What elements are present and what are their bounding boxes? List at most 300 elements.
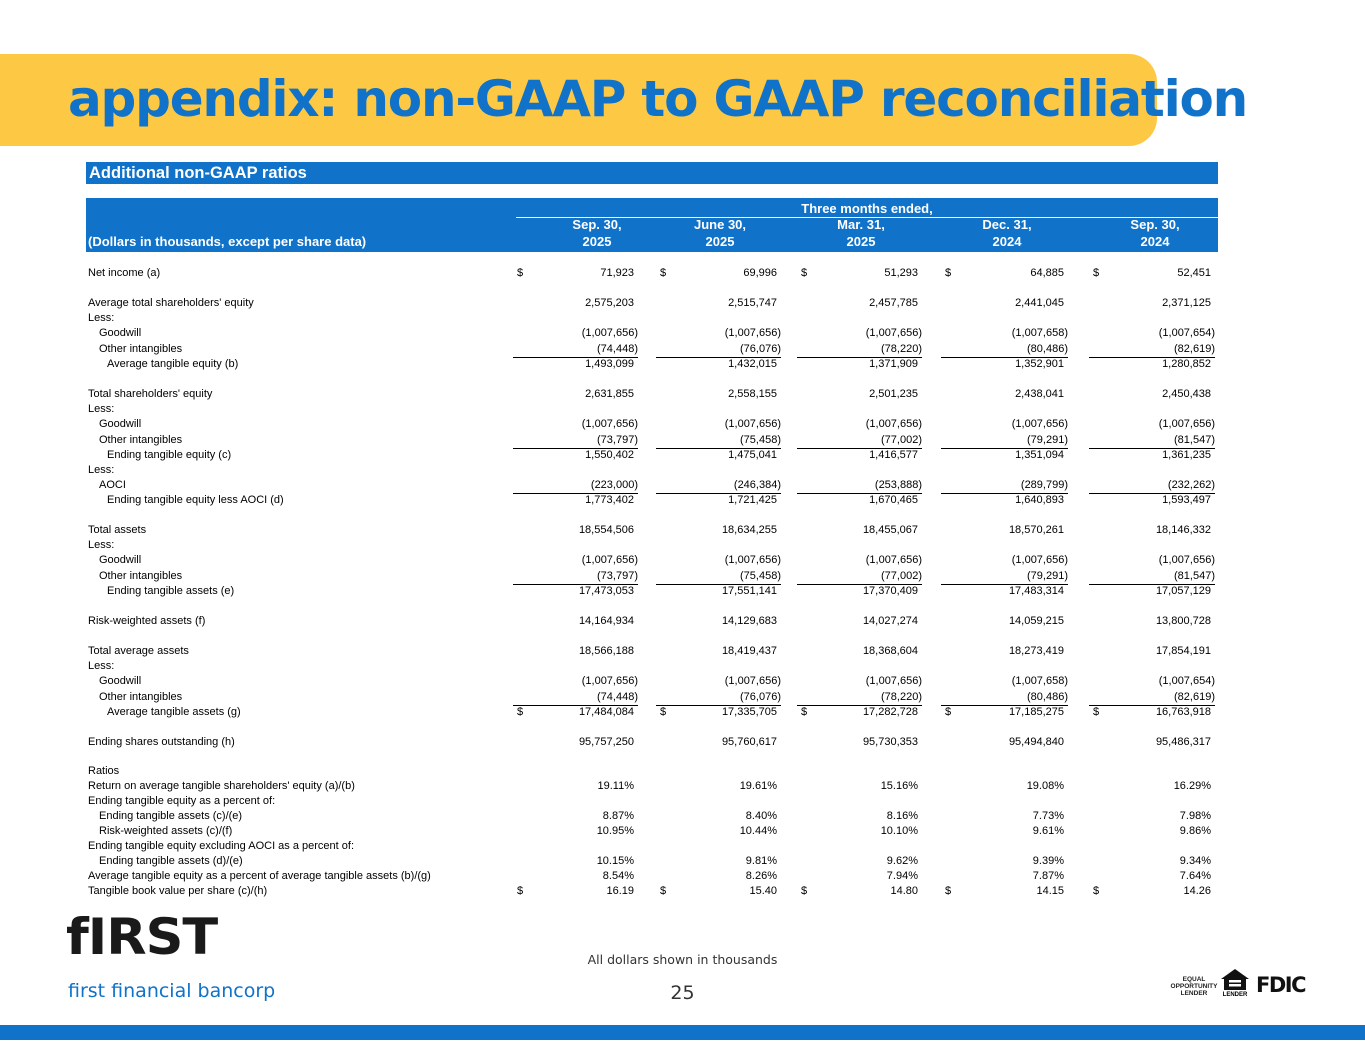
table-cell xyxy=(945,644,1064,659)
table-cell xyxy=(660,448,777,463)
cell-value: 14,027,274 xyxy=(862,615,918,627)
table-cell xyxy=(801,705,918,720)
table-cell xyxy=(945,448,1064,463)
cell-value: (1,007,656) xyxy=(581,554,638,566)
cell-value: (82,619) xyxy=(1174,343,1215,355)
table-cell xyxy=(1093,266,1211,281)
table-cell xyxy=(801,342,922,357)
table-cell xyxy=(945,779,1064,794)
row-label: Less: xyxy=(88,539,115,551)
table-cell xyxy=(1093,824,1211,839)
table-cell xyxy=(517,644,634,659)
table-cell xyxy=(517,326,638,341)
cell-value: 9.34% xyxy=(1179,855,1211,867)
cell-value: 17,335,705 xyxy=(721,706,777,718)
table-cell xyxy=(660,884,777,899)
table-cell xyxy=(1093,478,1215,493)
table-cell xyxy=(945,326,1068,341)
table-cell xyxy=(1093,674,1215,689)
table-header: Three months ended, (Dollars in thousands, except per share data) Sep. 30, 2025 June 30, 2025 Mar. 31, 2025 Dec. 31, 2024 Sep. 30, 2024 xyxy=(86,198,1218,252)
row-label: Goodwill xyxy=(99,418,142,430)
cell-value: (1,007,656) xyxy=(865,554,922,566)
table-row xyxy=(0,705,1365,720)
table-cell xyxy=(801,869,918,884)
table-cell xyxy=(660,584,777,599)
row-label: Average tangible equity as a percent of average tangible assets (b)/(g) xyxy=(88,870,431,882)
table-cell xyxy=(517,357,634,372)
table-cell xyxy=(1093,417,1215,432)
table-cell xyxy=(1093,326,1215,341)
cell-value: (253,888) xyxy=(874,479,922,491)
span-header: Three months ended, xyxy=(516,200,1218,218)
table-cell xyxy=(945,884,1064,899)
table-cell xyxy=(660,854,777,869)
table-cell xyxy=(1093,854,1211,869)
cell-value: 7.64% xyxy=(1179,870,1211,882)
cell-value: 8.26% xyxy=(745,870,777,882)
table-cell xyxy=(517,493,634,508)
table-cell xyxy=(801,357,918,372)
table-cell xyxy=(517,523,634,538)
cell-value: 1,670,465 xyxy=(869,494,918,506)
cell-value: 7.98% xyxy=(1179,810,1211,822)
table-row xyxy=(0,342,1365,357)
table-cell xyxy=(660,417,781,432)
table-cell xyxy=(945,809,1064,824)
cell-value: 10.10% xyxy=(880,825,918,837)
table-cell xyxy=(801,779,918,794)
cell-value: 1,593,497 xyxy=(1162,494,1211,506)
cell-value: 17,282,728 xyxy=(862,706,918,718)
cell-value: 2,450,438 xyxy=(1162,388,1211,400)
cell-value: 1,432,015 xyxy=(728,358,777,370)
cell-value: (1,007,654) xyxy=(1158,675,1215,687)
fdic-logo: FDIC xyxy=(1256,973,1306,997)
cell-value: (289,799) xyxy=(1020,479,1068,491)
cell-value: (246,384) xyxy=(733,479,781,491)
cell-value: 8.54% xyxy=(602,870,634,882)
currency-sign: $ xyxy=(517,267,524,279)
row-label: Total assets xyxy=(88,524,147,536)
table-cell xyxy=(801,296,918,311)
table-row xyxy=(0,523,1365,538)
cell-value: 18,419,437 xyxy=(721,645,777,657)
table-cell xyxy=(1093,644,1211,659)
cell-value: (1,007,658) xyxy=(1011,327,1068,339)
table-cell xyxy=(801,569,922,584)
table-row xyxy=(0,854,1365,869)
table-row xyxy=(0,463,1365,478)
cell-value: 14,164,934 xyxy=(578,615,634,627)
table-cell xyxy=(1093,884,1211,899)
row-label: Return on average tangible shareholders' equity (a)/(b) xyxy=(88,780,355,792)
cell-value: 10.44% xyxy=(739,825,777,837)
cell-value: 9.39% xyxy=(1032,855,1064,867)
table-cell xyxy=(517,674,638,689)
cell-value: 1,493,099 xyxy=(585,358,634,370)
cell-value: 71,923 xyxy=(600,267,634,279)
table-cell xyxy=(945,854,1064,869)
row-label: AOCI xyxy=(99,479,126,491)
cell-value: 1,773,402 xyxy=(585,494,634,506)
cell-value: 64,885 xyxy=(1030,267,1064,279)
row-label: Ending tangible assets (d)/(e) xyxy=(99,855,243,867)
table-row xyxy=(0,311,1365,326)
equal-housing-icon xyxy=(1220,968,1250,1006)
row-label: Average tangible assets (g) xyxy=(107,706,241,718)
table-cell xyxy=(660,493,777,508)
table-cell xyxy=(517,448,634,463)
table-cell xyxy=(660,523,777,538)
table-cell xyxy=(1093,357,1211,372)
cell-value: 19.08% xyxy=(1026,780,1064,792)
cell-value: (1,007,656) xyxy=(724,327,781,339)
table-cell xyxy=(945,614,1064,629)
table-row xyxy=(0,824,1365,839)
cell-value: 9.81% xyxy=(745,855,777,867)
cell-value: 95,486,317 xyxy=(1155,736,1211,748)
row-label: Ending tangible assets (c)/(e) xyxy=(99,810,243,822)
cell-value: (1,007,656) xyxy=(581,418,638,430)
cell-value: 17,551,141 xyxy=(721,585,777,597)
cell-value: 18,146,332 xyxy=(1155,524,1211,536)
cell-value: (1,007,656) xyxy=(865,675,922,687)
table-cell xyxy=(660,342,781,357)
table-cell xyxy=(660,296,777,311)
cell-value: 18,634,255 xyxy=(721,524,777,536)
table-cell xyxy=(945,433,1068,448)
table-cell xyxy=(517,266,634,281)
row-label: Other intangibles xyxy=(99,434,183,446)
cell-value: (1,007,656) xyxy=(724,418,781,430)
table-cell xyxy=(1093,433,1215,448)
cell-value: 18,554,506 xyxy=(578,524,634,536)
table-row xyxy=(0,266,1365,281)
cell-value: (75,458) xyxy=(740,570,781,582)
cell-value: 18,566,188 xyxy=(578,645,634,657)
currency-sign: $ xyxy=(517,706,524,718)
table-cell xyxy=(1093,387,1211,402)
row-label: Goodwill xyxy=(99,675,142,687)
cell-value: (75,458) xyxy=(740,434,781,446)
table-cell xyxy=(801,824,918,839)
cell-value: 16,763,918 xyxy=(1155,706,1211,718)
table-row xyxy=(0,779,1365,794)
table-row xyxy=(0,538,1365,553)
table-cell xyxy=(801,614,918,629)
table-cell xyxy=(945,357,1064,372)
currency-sign: $ xyxy=(1093,706,1100,718)
table-cell xyxy=(1093,569,1215,584)
cell-value: (1,007,656) xyxy=(1011,418,1068,430)
currency-sign: $ xyxy=(801,706,808,718)
cell-value: 1,640,893 xyxy=(1015,494,1064,506)
cell-value: (80,486) xyxy=(1027,691,1068,703)
cell-value: 7.87% xyxy=(1032,870,1064,882)
row-label: Risk-weighted assets (f) xyxy=(88,615,206,627)
units-label: (Dollars in thousands, except per share data) xyxy=(88,234,367,249)
table-cell xyxy=(1093,296,1211,311)
table-cell xyxy=(945,266,1064,281)
cell-value: 18,368,604 xyxy=(862,645,918,657)
currency-sign: $ xyxy=(660,885,667,897)
cell-value: 19.61% xyxy=(739,780,777,792)
cell-value: 95,757,250 xyxy=(578,736,634,748)
cell-value: (81,547) xyxy=(1174,434,1215,446)
cell-value: 14.80 xyxy=(890,885,918,897)
cell-value: 2,457,785 xyxy=(869,297,918,309)
cell-value: 1,280,852 xyxy=(1162,358,1211,370)
table-cell xyxy=(517,584,634,599)
cell-value: (1,007,656) xyxy=(724,554,781,566)
cell-value: 14.26 xyxy=(1183,885,1211,897)
table-cell xyxy=(945,824,1064,839)
table-cell xyxy=(1093,614,1211,629)
cell-value: 95,730,353 xyxy=(862,736,918,748)
row-label: Less: xyxy=(88,312,115,324)
cell-value: 17,370,409 xyxy=(862,585,918,597)
cell-value: (1,007,654) xyxy=(1158,327,1215,339)
table-cell xyxy=(517,869,634,884)
table-cell xyxy=(945,569,1068,584)
row-label: Ending tangible assets (e) xyxy=(107,585,235,597)
currency-sign: $ xyxy=(801,267,808,279)
cell-value: (73,797) xyxy=(597,434,638,446)
section-title: Additional non-GAAP ratios xyxy=(86,162,1218,184)
footnote: All dollars shown in thousands xyxy=(587,952,778,967)
cell-value: 1,721,425 xyxy=(728,494,777,506)
row-label: Goodwill xyxy=(99,327,142,339)
cell-value: 17,185,275 xyxy=(1008,706,1064,718)
cell-value: (76,076) xyxy=(740,691,781,703)
table-row xyxy=(0,553,1365,568)
cell-value: 52,451 xyxy=(1177,267,1211,279)
cell-value: (82,619) xyxy=(1174,691,1215,703)
cell-value: (1,007,658) xyxy=(1011,675,1068,687)
cell-value: (1,007,656) xyxy=(1011,554,1068,566)
cell-value: 17,057,129 xyxy=(1155,585,1211,597)
table-row xyxy=(0,569,1365,584)
cell-value: 18,570,261 xyxy=(1008,524,1064,536)
table-cell xyxy=(517,824,634,839)
cell-value: 1,550,402 xyxy=(585,449,634,461)
cell-value: (77,002) xyxy=(881,434,922,446)
table-cell xyxy=(517,553,638,568)
cell-value: (78,220) xyxy=(881,691,922,703)
currency-sign: $ xyxy=(660,267,667,279)
cell-value: 2,441,045 xyxy=(1015,297,1064,309)
cell-value: (1,007,656) xyxy=(865,327,922,339)
table-row xyxy=(0,869,1365,884)
currency-sign: $ xyxy=(1093,267,1100,279)
table-cell xyxy=(660,326,781,341)
table-cell xyxy=(1093,342,1215,357)
cell-value: 1,361,235 xyxy=(1162,449,1211,461)
cell-value: 2,631,855 xyxy=(585,388,634,400)
cell-value: 1,351,094 xyxy=(1015,449,1064,461)
table-cell xyxy=(945,478,1068,493)
table-cell xyxy=(1093,448,1211,463)
cell-value: (81,547) xyxy=(1174,570,1215,582)
table-cell xyxy=(517,854,634,869)
table-row xyxy=(0,357,1365,372)
table-row xyxy=(0,690,1365,705)
table-cell xyxy=(660,433,781,448)
cell-value: 9.61% xyxy=(1032,825,1064,837)
cell-value: 2,575,203 xyxy=(585,297,634,309)
table-cell xyxy=(801,433,922,448)
table-cell xyxy=(660,824,777,839)
cell-value: (1,007,656) xyxy=(1158,418,1215,430)
equal-housing-lender-label: LENDER xyxy=(1222,992,1248,998)
table-cell xyxy=(945,690,1068,705)
table-cell xyxy=(801,644,918,659)
cell-value: 1,371,909 xyxy=(869,358,918,370)
table-row xyxy=(0,296,1365,311)
table-cell xyxy=(945,584,1064,599)
cell-value: (79,291) xyxy=(1027,434,1068,446)
cell-value: 18,455,067 xyxy=(862,524,918,536)
table-cell xyxy=(517,569,638,584)
table-row xyxy=(0,402,1365,417)
table-row xyxy=(0,735,1365,750)
cell-value: 9.86% xyxy=(1179,825,1211,837)
table-cell xyxy=(660,735,777,750)
table-cell xyxy=(1093,523,1211,538)
table-cell xyxy=(1093,809,1211,824)
table-cell xyxy=(517,705,634,720)
table-cell xyxy=(660,478,781,493)
cell-value: (1,007,656) xyxy=(724,675,781,687)
currency-sign: $ xyxy=(517,885,524,897)
table-cell xyxy=(801,326,922,341)
cell-value: 15.40 xyxy=(749,885,777,897)
cell-value: 15.16% xyxy=(880,780,918,792)
table-cell xyxy=(660,869,777,884)
row-label: Average total shareholders' equity xyxy=(88,297,254,309)
table-cell xyxy=(801,690,922,705)
table-cell xyxy=(945,387,1064,402)
table-cell xyxy=(517,387,634,402)
cell-value: (74,448) xyxy=(597,343,638,355)
table-cell xyxy=(801,478,922,493)
cell-value: (78,220) xyxy=(881,343,922,355)
table-cell xyxy=(517,342,638,357)
table-cell xyxy=(660,357,777,372)
cell-value: 18,273,419 xyxy=(1008,645,1064,657)
table-cell xyxy=(660,705,777,720)
table-cell xyxy=(1093,705,1211,720)
cell-value: (1,007,656) xyxy=(581,327,638,339)
cell-value: 2,501,235 xyxy=(869,388,918,400)
table-cell xyxy=(801,553,922,568)
table-cell xyxy=(517,614,634,629)
row-label: Less: xyxy=(88,403,115,415)
table-cell xyxy=(517,735,634,750)
table-cell xyxy=(660,266,777,281)
table-row xyxy=(0,417,1365,432)
cell-value: 10.95% xyxy=(596,825,634,837)
cell-value: (223,000) xyxy=(590,479,638,491)
cell-value: 8.16% xyxy=(886,810,918,822)
table-cell xyxy=(517,884,634,899)
cell-value: 8.40% xyxy=(745,810,777,822)
table-cell xyxy=(801,417,922,432)
row-label: Average tangible equity (b) xyxy=(107,358,239,370)
cell-value: (73,797) xyxy=(597,570,638,582)
table-cell xyxy=(660,674,781,689)
cell-value: (79,291) xyxy=(1027,570,1068,582)
cell-value: (80,486) xyxy=(1027,343,1068,355)
cell-value: 10.15% xyxy=(596,855,634,867)
row-label: Net income (a) xyxy=(88,267,161,279)
cell-value: 2,371,125 xyxy=(1162,297,1211,309)
page-title: appendix: non-GAAP to GAAP reconciliation xyxy=(68,70,1248,128)
cell-value: 69,996 xyxy=(743,267,777,279)
table-cell xyxy=(945,705,1064,720)
row-label: Goodwill xyxy=(99,554,142,566)
table-row xyxy=(0,884,1365,899)
table-cell xyxy=(945,417,1068,432)
table-cell xyxy=(517,417,638,432)
table-row xyxy=(0,387,1365,402)
cell-value: 17,473,053 xyxy=(578,585,634,597)
table-cell xyxy=(945,342,1068,357)
currency-sign: $ xyxy=(945,267,952,279)
table-row xyxy=(0,614,1365,629)
table-cell xyxy=(801,735,918,750)
cell-value: 95,760,617 xyxy=(721,736,777,748)
cell-value: 8.87% xyxy=(602,810,634,822)
equal-opportunity-lender-badge: EQUAL OPPORTUNITY LENDER xyxy=(1170,976,1218,997)
row-label: Ending tangible equity as a percent of: xyxy=(88,795,276,807)
table-row xyxy=(0,809,1365,824)
cell-value: (74,448) xyxy=(597,691,638,703)
table-cell xyxy=(660,614,777,629)
currency-sign: $ xyxy=(660,706,667,718)
cell-value: (76,076) xyxy=(740,343,781,355)
row-label: Total shareholders' equity xyxy=(88,388,213,400)
table-cell xyxy=(1093,493,1211,508)
cell-value: 51,293 xyxy=(884,267,918,279)
row-label: Other intangibles xyxy=(99,570,183,582)
cell-value: 17,484,084 xyxy=(578,706,634,718)
table-cell xyxy=(660,553,781,568)
table-cell xyxy=(801,884,918,899)
table-cell xyxy=(801,809,918,824)
table-cell xyxy=(945,493,1064,508)
table-cell xyxy=(1093,735,1211,750)
cell-value: 1,416,577 xyxy=(869,449,918,461)
table-cell xyxy=(945,523,1064,538)
table-cell xyxy=(801,854,918,869)
cell-value: 14,059,215 xyxy=(1008,615,1064,627)
cell-value: (1,007,656) xyxy=(865,418,922,430)
row-label: Other intangibles xyxy=(99,691,183,703)
row-label: Ending tangible equity less AOCI (d) xyxy=(107,494,284,506)
row-label: Ending shares outstanding (h) xyxy=(88,736,235,748)
table-cell xyxy=(945,296,1064,311)
table-row xyxy=(0,794,1365,809)
table-cell xyxy=(801,266,918,281)
row-label: Less: xyxy=(88,660,115,672)
table-cell xyxy=(1093,779,1211,794)
cell-value: 19.11% xyxy=(597,780,634,792)
table-row xyxy=(0,448,1365,463)
table-cell xyxy=(801,448,918,463)
cell-value: 1,475,041 xyxy=(728,449,777,461)
company-name: first financial bancorp xyxy=(68,980,276,1002)
